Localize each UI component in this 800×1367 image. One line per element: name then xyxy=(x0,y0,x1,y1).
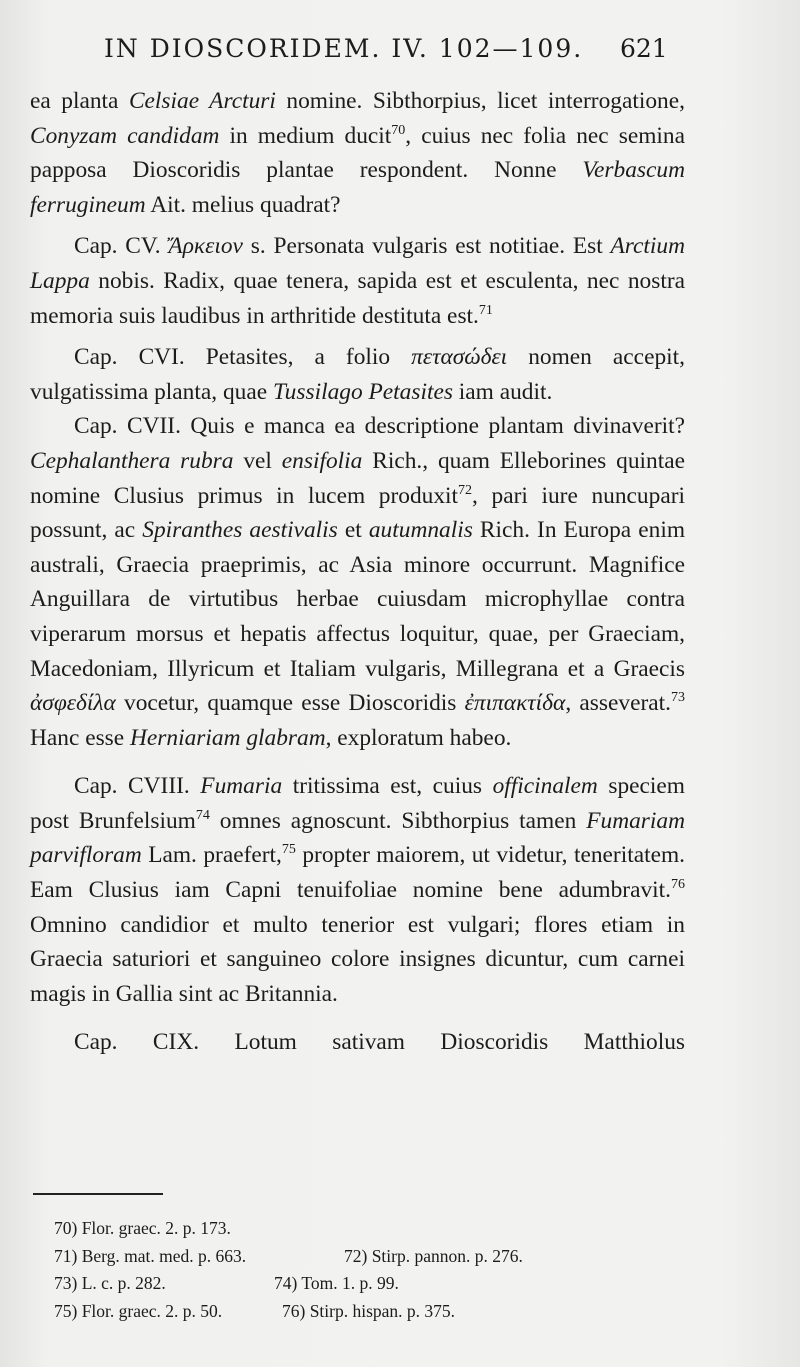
text-run: , asseverat. xyxy=(565,690,671,717)
page-number: 621 xyxy=(620,34,668,63)
greek-term: πετασώδει xyxy=(411,344,508,371)
text-run: speciem post Brunfelsium xyxy=(30,773,685,834)
text-run: Cap. CVII. Quis e manca ea descriptione plantam divinaverit? xyxy=(74,413,685,440)
latin-term: officinalem xyxy=(492,773,598,800)
text-run: Rich. In Europa enim australi, Graecia praeprimis, ac Asia minore occurrunt. Magnifice Anguillara de virtutibus herbae cuiusdam microphyllae contra viperarum morsus et hepatis affectus loquitur, quae, per Graeciam, Macedoniam, Illyricum et Italiam vulgaris, Millegrana et a Graecis xyxy=(30,517,686,682)
footnote-70: 70) Flor. graec. 2. p. 173. xyxy=(54,1218,231,1238)
running-head xyxy=(0,34,800,74)
species-name: autumnalis xyxy=(368,517,473,544)
species-name: ensifolia xyxy=(281,447,363,474)
text-run: iam audit. xyxy=(452,378,553,405)
text-run: Lam. praefert, xyxy=(141,842,282,869)
text-run: , cuius nec folia nec semina papposa Dioscoridis plantae respondent. Nonne xyxy=(30,122,685,184)
footnotes xyxy=(54,1215,694,1325)
text-run: Hanc esse xyxy=(30,724,131,751)
paragraph-cap-cv xyxy=(30,229,685,333)
text-run: nomen accepit, vulgatissima planta, quae xyxy=(30,344,685,405)
footnote-ref: 71 xyxy=(478,302,493,318)
greek-term: ἐπιπακτίδα xyxy=(464,690,566,717)
text-run: ea planta xyxy=(30,88,129,114)
species-name: Tussilago Petasites xyxy=(272,378,453,405)
species-name: Spiranthes aestivalis xyxy=(142,517,338,544)
species-name: Cephalanthera rubra xyxy=(30,447,234,474)
greek-term: Ἄρκειον xyxy=(168,233,243,260)
text-run: , exploratum habeo. xyxy=(325,724,512,751)
text-run: Cap. CV. xyxy=(74,233,169,260)
footnote-ref: 70 xyxy=(391,122,406,138)
footnote-row xyxy=(54,1298,694,1326)
footnote-75: 75) Flor. graec. 2. p. 50. xyxy=(54,1300,223,1321)
footnote-76: 76) Stirp. hispan. p. 375. xyxy=(282,1300,456,1321)
text-run: propter maiorem, ut videtur, teneritatem. Eam Clusius iam Capni tenuifoliae nomine bene adumbravit. xyxy=(30,842,685,904)
species-name: Herniariam glabram xyxy=(130,724,326,751)
footnote-row xyxy=(54,1243,694,1271)
footnote-ref: 72 xyxy=(458,482,473,498)
footnote-ref: 73 xyxy=(671,690,685,706)
text-run: et xyxy=(337,517,369,544)
greek-term: ἀσφεδίλα xyxy=(30,690,116,717)
text-run: Rich., quam Elleborines quintae nomine Clusius primus in lucem produxit xyxy=(30,447,685,509)
text-run: nomine. Sibthorpius, licet interrogatione, xyxy=(275,88,685,114)
text-run: Cap. CVIII. xyxy=(74,773,201,800)
text-run: in medium ducit xyxy=(219,122,392,149)
text-run: omnes agnoscunt. Sibthorpius tamen xyxy=(209,807,587,834)
text-run: Cap. CVI. Petasites, a folio xyxy=(74,344,412,371)
text-run: vel xyxy=(233,447,282,474)
footnote-74: 74) Tom. 1. p. 99. xyxy=(274,1273,399,1293)
footnote-ref: 74 xyxy=(195,807,210,823)
species-name: Verbascum ferrugineum xyxy=(30,157,685,218)
footnote-73: 73) L. c. p. 282. xyxy=(54,1273,166,1293)
footnote-71: 71) Berg. mat. med. p. 663. xyxy=(54,1245,247,1266)
paragraph-cap-cvi xyxy=(30,340,685,409)
text-run: vocetur, quamque esse Dioscoridis xyxy=(115,690,465,717)
paragraph-cap-cvii xyxy=(30,409,685,755)
running-head-title: IN DIOSCORIDEM. IV. 102—109. xyxy=(104,34,584,63)
text-run: tritissima est, cuius xyxy=(282,773,493,800)
paragraph-intro xyxy=(30,84,685,222)
footnote-72: 72) Stirp. pannon. p. 276. xyxy=(344,1245,523,1266)
text-run: Omnino candidior et multo tenerior est vulgari; flores etiam in Graecia saturiori et sanguineo colore insignes dicuntur, cum carnei magis in Gallia sint ac Britannia. xyxy=(30,911,685,1007)
text-run: s. Personata vulgaris est notitiae. Est xyxy=(242,233,611,260)
species-name: Fumaria xyxy=(200,773,283,800)
footnote-row xyxy=(54,1215,694,1243)
species-name: Conyzam candidam xyxy=(30,122,220,149)
species-name: Arctium Lappa xyxy=(30,233,686,294)
paragraph-cap-cix: Cap. CIX. Lotum sativam Dioscoridis Matthiolus xyxy=(74,1029,685,1056)
paragraph-cap-cviii xyxy=(30,769,685,1011)
footnote-ref: 76 xyxy=(671,877,685,893)
text-run: nobis. Radix, quae tenera, sapida est et esculenta, nec nostra memoria suis laudibus in arthritide destituta est. xyxy=(30,267,685,329)
text-run: , pari iure nuncupari possunt, ac xyxy=(30,482,685,544)
species-name: Fumariam parvifloram xyxy=(30,807,685,869)
species-name: Celsiae Arcturi xyxy=(128,88,276,114)
text-run: Ait. melius quadrat? xyxy=(145,191,341,218)
footnote-row xyxy=(54,1270,694,1298)
footnote-rule xyxy=(33,1193,163,1195)
footnote-ref: 75 xyxy=(281,842,296,858)
main-text xyxy=(30,84,685,1060)
